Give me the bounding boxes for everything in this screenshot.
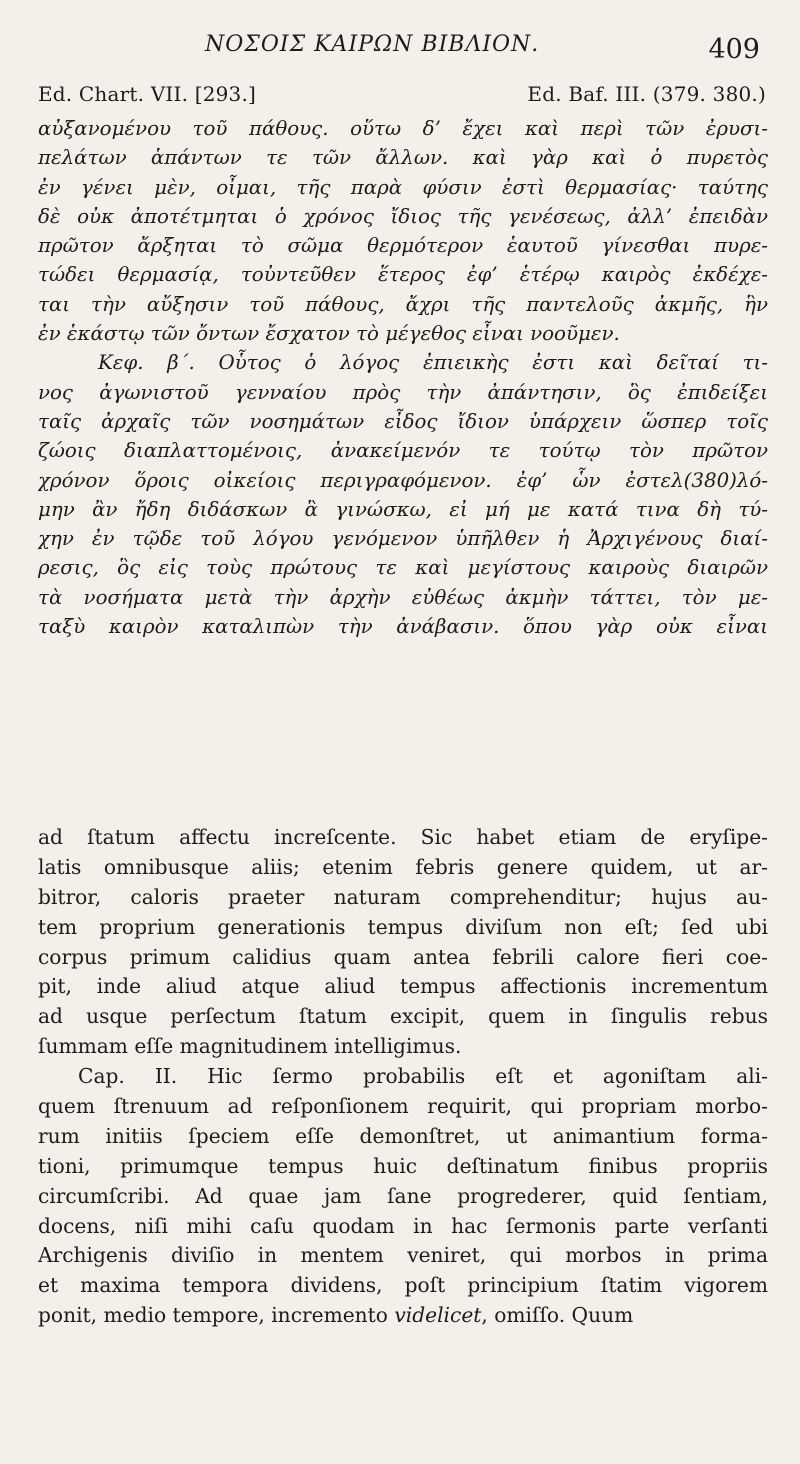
latin-line: bitror, caloris praeter naturam comprehenditur; hujus au- [38, 884, 768, 909]
latin-line: tioni, primumque tempus huic deſtinatum finibus propriis [38, 1153, 768, 1178]
latin-line: Archigenis diviſio in mentem veniret, qui morbos in prima [38, 1243, 768, 1268]
latin-chapter-heading-line: Cap. II. Hic ſermo probabilis eſt et agoniſtam ali- [78, 1064, 768, 1089]
greek-line: νος ἀγωνιστοῦ γενναίου πρὸς τὴν ἀπάντησιν, ὃς ἐπιδείξει [38, 380, 768, 404]
latin-last-line [38, 1301, 768, 1331]
running-title: ΝΟΣΟΙΣ ΚΑΙΡΩΝ ΒΙΒΛΙΟΝ. [205, 32, 540, 57]
greek-line: χην ἐν τῷδε τοῦ λόγου γενόμενον ὑπῆλθεν ἡ Ἀρχιγένους διαί- [38, 527, 768, 551]
latin-text-segment: , omiſſo. Quum [481, 1303, 634, 1328]
latin-text-segment: ponit, medio tempore, incremento [38, 1303, 388, 1328]
latin-italic-word: videlicet [394, 1303, 482, 1328]
latin-text-block [38, 823, 768, 1331]
latin-line: rum initiis ſpeciem eſſe demonſtret, ut animantium forma- [38, 1123, 768, 1148]
latin-line: tem proprium generationis tempus diviſum non eſt; ſed ubi [38, 914, 768, 939]
edition-basel: Ed. Baf. III. (379. 380.) [527, 82, 766, 106]
latin-line: circumſcribi. Ad quae jam ſane progrederer, quid ſentiam, [38, 1183, 768, 1208]
latin-line: docens, niſi mihi caſu quodam in hac ſermonis parte verſanti [38, 1213, 768, 1238]
running-header [0, 30, 800, 64]
greek-line: ζώοις διαπλαττομένοις, ἀνακείμενόν τε τούτῳ τὸν πρῶτον [38, 439, 768, 463]
greek-line: ταξὺ καιρὸν καταλιπὼν τὴν ἀνάβασιν. ὅπου γὰρ οὐκ εἶναι [38, 615, 768, 639]
greek-line: πρῶτον ἄρξηται τὸ σῶμα θερμότερον ἑαυτοῦ γίνεσθαι πυρε- [38, 234, 768, 258]
latin-line: et maxima tempora dividens, poſt principium ſtatim vigorem [38, 1273, 768, 1298]
greek-line: ται τὴν αὔξησιν τοῦ πάθους, ἄχρι τῆς παντελοῦς ἀκμῆς, ἣν [38, 292, 768, 316]
greek-line: πελάτων ἁπάντων τε τῶν ἄλλων. καὶ γὰρ καὶ ὁ πυρετὸς [38, 146, 768, 170]
greek-text-block [38, 114, 768, 641]
latin-line: ad ſtatum affectu increſcente. Sic habet etiam de eryſipe- [38, 825, 768, 849]
latin-line: ſummam eſſe magnitudinem intelligimus. [38, 1034, 462, 1059]
greek-line: ἐν ἑκάστῳ τῶν ὄντων ἔσχατον τὸ μέγεθος εἶναι νοοῦμεν. [38, 322, 620, 346]
page-number: 409 [708, 34, 760, 65]
greek-line: τώδει θερμασίᾳ, τοὐντεῦθεν ἕτερος ἐφ’ ἑτέρῳ καιρὸς ἐκδέχε- [38, 263, 768, 287]
latin-line: pit, inde aliud atque aliud tempus affectionis incrementum [38, 974, 768, 999]
edition-chartier: Ed. Chart. VII. [293.] [38, 82, 257, 106]
greek-line: ρεσις, ὃς εἰς τοὺς πρώτους τε καὶ μεγίστους καιροὺς διαιρῶν [38, 556, 768, 580]
latin-line: ad usque perſectum ſtatum excipit, quem in ſingulis rebus [38, 1004, 768, 1029]
greek-line: ἐν γένει μὲν, οἶμαι, τῆς παρὰ φύσιν ἐστὶ θερμασίας· ταύτης [38, 175, 768, 199]
greek-line: μην ἂν ἤδη διδάσκων ἃ γινώσκω, εἰ μή με κατά τινα δὴ τύ- [38, 497, 768, 521]
latin-line: quem ſtrenuum ad reſponſionem requirit, qui propriam morbo- [38, 1094, 768, 1119]
greek-line: αὐξανομένου τοῦ πάθους. οὕτω δ’ ἔχει καὶ περὶ τῶν ἐρυσι- [38, 117, 768, 140]
greek-line: δὲ οὐκ ἀποτέτμηται ὁ χρόνος ἴδιος τῆς γενέσεως, ἀλλ’ ἐπειδὰν [38, 204, 768, 228]
greek-line: χρόνον ὅροις οἰκείοις περιγραφόμενον. ἐφ’ ὧν ἐστελ(380)λό- [38, 468, 768, 492]
greek-line: ταῖς ἀρχαῖς τῶν νοσημάτων εἶδος ἴδιον ὑπάρχειν ὥσπερ τοῖς [38, 409, 768, 433]
latin-line: latis omnibusque aliis; etenim febris genere quidem, ut ar- [38, 854, 768, 879]
greek-chapter-heading-line: Κεφ. β΄. Οὗτος ὁ λόγος ἐπιεικὴς ἐστι καὶ δεῖταί τι- [98, 351, 768, 375]
latin-line: corpus primum calidius quam antea febrili calore fieri coe- [38, 944, 768, 969]
greek-line: τὰ νοσήματα μετὰ τὴν ἀρχὴν εὐθέως ἀκμὴν τάττει, τὸν με- [38, 585, 768, 609]
